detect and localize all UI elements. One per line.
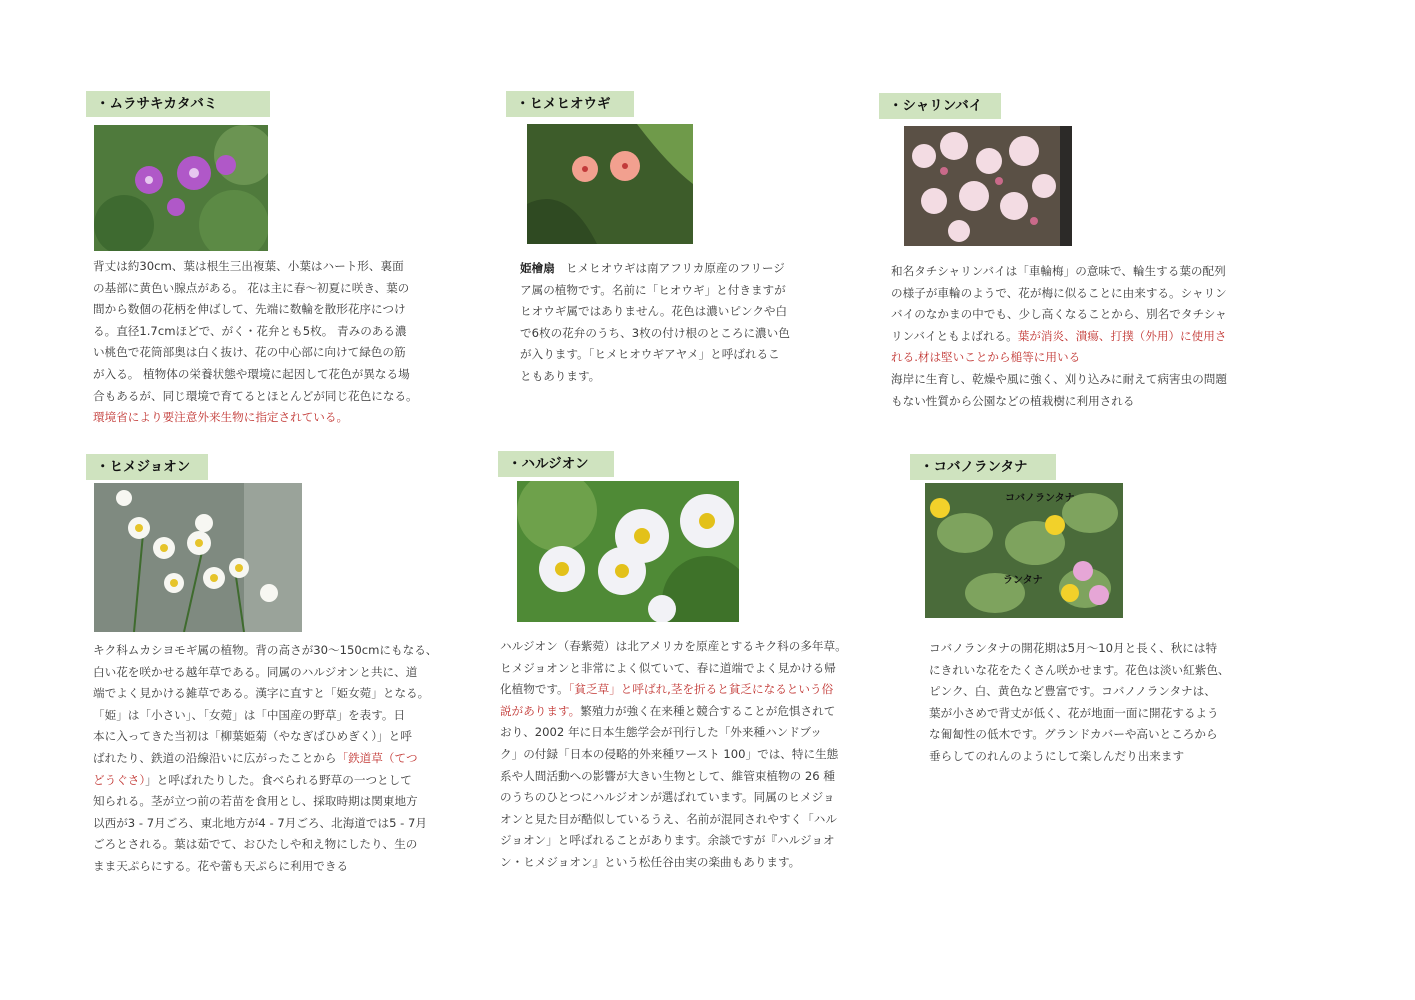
desc-himehiougi: 姫檜扇 ヒメヒオウギは南アフリカ原産のフリージ ア属の植物です。名前に「ヒオウギ」と付きますが ヒオウギ属ではありません。花色は濃いピンクや白 で6枚の花弁のうち、3枚の付け根のところに濃い色 が入ります。「ヒメヒオウギアヤメ」と呼ばれるこ ともあります。 [520,261,790,383]
desc-himejoon: キク科ムカシヨモギ属の植物。背の高さが30〜150cmにもなる、 白い花を咲かせる越年草である。同属のハルジオンと共に、道 端でよく見かける雑草である。漢字に直すと「姫女菀」となる。 「姫」は「小さい」、「女菀」は「中国産の野草」を表す。日 本に入ってきた当初は「柳葉姫菊（やなぎばひめぎく）」と呼 ばれたり、鉄道の沿線沿いに広がったことから「鉄道草（てつ どうぐさ）」と呼ばれたりした。食べられる野草の一つとして 知られる。茎が立つ前の若苗を食用とし、採取時期は関東地方 以西が3 - 7月ごろ、東北地方が4 - 7月ごろ、北海道では5 - 7月 ごろとされる。葉は茹でて、おひたしや和え物にしたり、生の まま天ぷらにする。花や蕾も天ぷらに利用できる [93,643,438,873]
title-himehiougi: ・ヒメヒオウギ [506,91,634,117]
photo-murasakikatabami [94,125,268,251]
photo-sharinbai [904,126,1072,246]
photo-himehiougi [527,124,693,244]
desc-kobanorantana: コバノランタナの開花期は5月〜10月と長く、秋には特 にきれいな花をたくさん咲かせます。花色は淡い紅紫色、 ピンク、白、黄色など豊富です。コバノノランタナは、 葉が小さめで背丈が低く、花が地面一面に開花するよう な匍匐性の低木です。グランドカバーや高いところから 垂らしてのれんのようにして楽しんだり出来ます [929,641,1230,763]
title-murasakikatabami: ・ムラサキカタバミ [86,91,270,117]
inset-label-kobanorantana: コバノランタナ [1005,493,1075,504]
desc-harujion: ハルジオン（春紫菀）は北アメリカを原産とするキク科の多年草。 ヒメジョオンと非常によく似ていて、春に道端でよく見かける帰 化植物です。「貧乏草」と呼ばれ,茎を折ると貧乏になるという俗 説があります。繁殖力が強く在来種と競合することが危惧されて おり、2002 年に日本生態学会が刊行した「外来種ハンドブッ ク」の付録「日本の侵略的外来種ワースト 100」では、特に生態 系や人間活動への影響が大きい生物として、維管束植物の 26 種 のうちのひとつにハルジオンが選ばれています。同属のヒメジョ オンと見た目が酷似しているうえ、名前が混同されやすく「ハル ジョオン」と呼ばれることがあります。余談ですが『ハルジョオ ン・ヒメジョオン』という松任谷由実の楽曲もあります。 [500,639,847,869]
photo-himejoon [94,483,302,632]
desc-sharinbai: 和名タチシャリンバイは「車輪梅」の意味で、輪生する葉の配列 の様子が車輪のようで、花が梅に似ることに由来する。シャリン バイのなかまの中でも、少し高くなることから、別名でタチシャ リンバイともよばれる。葉が消炎、潰瘍、打撲（外用）に使用さ れる.材は堅いことから槌等に用いる 海岸に生育し、乾燥や風に強く、刈り込みに耐えて病害虫の問題 もない性質から公園などの植栽樹に利用される [891,264,1227,408]
title-himejoon: ・ヒメジョオン [86,454,208,480]
photo-kobanorantana [925,483,1123,618]
desc-murasakikatabami: 背丈は約30cm、葉は根生三出複葉、小葉はハート形、裏面 の基部に黄色い腺点がある。 花は主に春〜初夏に咲き、葉の 間から数個の花柄を伸ばして、先端に数輪を散形花序につけ る。直径1.7cmほどで、がく・花弁とも5枚。 青みのある濃 い桃色で花筒部奥は白く抜け、花の中心部に向けて緑色の筋 が入る。 植物体の栄養状態や環境に起因して花色が異なる場 合もあるが、同じ環境で育てるとほとんどが同じ花色になる。 環境省により要注意外来生物に指定されている。 [93,256,418,429]
inset-label-rantana: ランタナ [1003,575,1043,586]
title-harujion: ・ハルジオン [498,451,614,477]
photo-harujion [517,481,739,622]
note-murasakikatabami: 環境省により要注意外来生物に指定されている。 [93,410,349,425]
lead-himehiougi: 姫檜扇 [520,261,555,275]
title-kobanorantana: ・コバノランタナ [910,454,1056,480]
title-sharinbai: ・シャリンバイ [879,93,1001,119]
